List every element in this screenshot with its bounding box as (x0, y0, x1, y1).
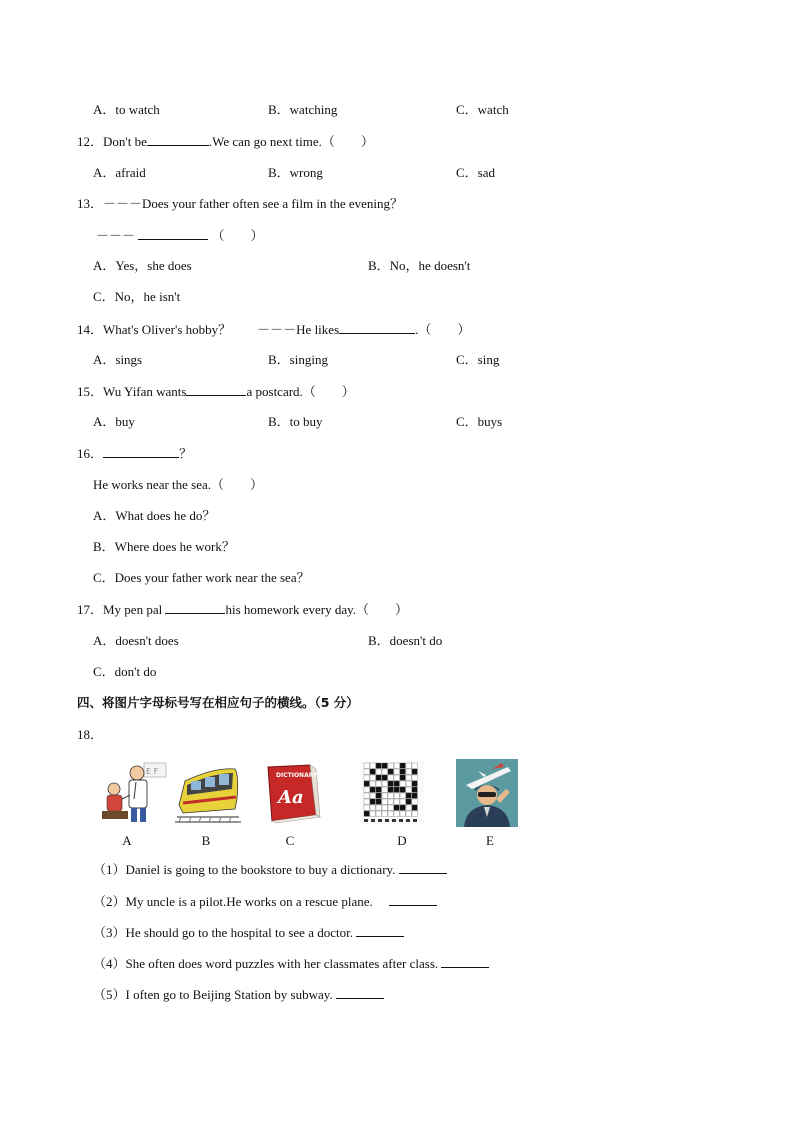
picture-label-a: A (122, 833, 132, 848)
q17-option-c: C．don't do (93, 664, 157, 679)
section-4-heading: 四、将图片字母标号写在相应句子的横线。（5 分） (77, 695, 359, 710)
q14-option-c: C．sing (456, 352, 500, 367)
q17-option-a: A．doesn't does (93, 633, 179, 648)
q12-option-b: B．wrong (268, 165, 323, 180)
answer-blank (339, 321, 415, 334)
q15-option-a: A．buy (93, 414, 135, 429)
q18-sentence-1: （1）Daniel is going to the bookstore to buy a dictionary. (93, 861, 447, 878)
answer-blank (336, 986, 384, 999)
q18-number: 18． (77, 727, 104, 742)
answer-blank (356, 924, 404, 937)
answer-blank (138, 227, 208, 240)
doctor-icon (100, 759, 168, 827)
q16-answer-text: He works near the sea.（ ） (93, 477, 264, 492)
q18-sentence-5: （5）I often go to Beijing Station by subway. (93, 986, 384, 1003)
answer-blank (103, 445, 179, 458)
q16-option-c: C．Does your father work near the sea？ (93, 570, 310, 585)
picture-label-e: E (486, 833, 494, 848)
answer-blank (389, 893, 437, 906)
q11-option-a: A．to watch (93, 102, 160, 117)
answer-blank (441, 955, 489, 968)
answer-blank (399, 861, 447, 874)
q15-stem: 15．Wu Yifan wants a postcard.（ ） (77, 384, 355, 399)
answer-blank (186, 383, 246, 396)
q13-stem: 13．－－－Does your father often see a film in the evening？ (77, 196, 403, 211)
answer-blank (165, 601, 225, 614)
q17-stem: 17．My pen pal his homework every day.（ ） (77, 602, 409, 617)
book-title: DICTIONARY (276, 772, 318, 779)
q15-option-c: C．buys (456, 414, 503, 429)
q11-option-b: B．watching (268, 102, 338, 117)
q12-option-a: A．afraid (93, 165, 146, 180)
q16-option-b: B．Where does he work？ (93, 539, 235, 554)
book-letters: Aa (278, 787, 304, 808)
answer-blank (147, 133, 209, 146)
q18-sentence-2: （2）My uncle is a pilot.He works on a rescue plane. (93, 893, 437, 910)
picture-label-b: B (201, 833, 211, 848)
q12-option-c: C．sad (456, 165, 496, 180)
svg-text:E F: E F (146, 767, 159, 776)
picture-label-d: D (397, 833, 407, 848)
q16-option-a: A．What does he do？ (93, 508, 216, 523)
q18-sentence-3: （3）He should go to the hospital to see a doctor. (93, 924, 404, 941)
word-puzzle-icon (358, 759, 426, 827)
dictionary-icon (258, 759, 326, 827)
q14-stem: 14．What's Oliver's hobby？ －－－He likes .（ ） (77, 322, 471, 337)
train-icon (175, 759, 241, 827)
q15-option-b: B．to buy (268, 414, 323, 429)
q13-response: －－－ （ ） (96, 228, 264, 243)
q14-option-b: B．singing (268, 352, 328, 367)
q17-option-b: B．doesn't do (368, 633, 443, 648)
q12-stem: 12．Don't be .We can go next time.（ ） (77, 134, 374, 149)
q11-option-c: C．watch (456, 102, 509, 117)
q14-option-a: A．sings (93, 352, 143, 367)
picture-label-c: C (285, 833, 295, 848)
q13-option-a: A．Yes，she does (93, 258, 192, 273)
q13-option-c: C．No，he isn't (93, 289, 181, 304)
pilot-icon (456, 759, 518, 827)
q13-option-b: B．No，he doesn't (368, 258, 471, 273)
q16-stem: 16． ？ (77, 446, 193, 461)
q18-sentence-4: （4）She often does word puzzles with her classmates after class. (93, 955, 489, 972)
